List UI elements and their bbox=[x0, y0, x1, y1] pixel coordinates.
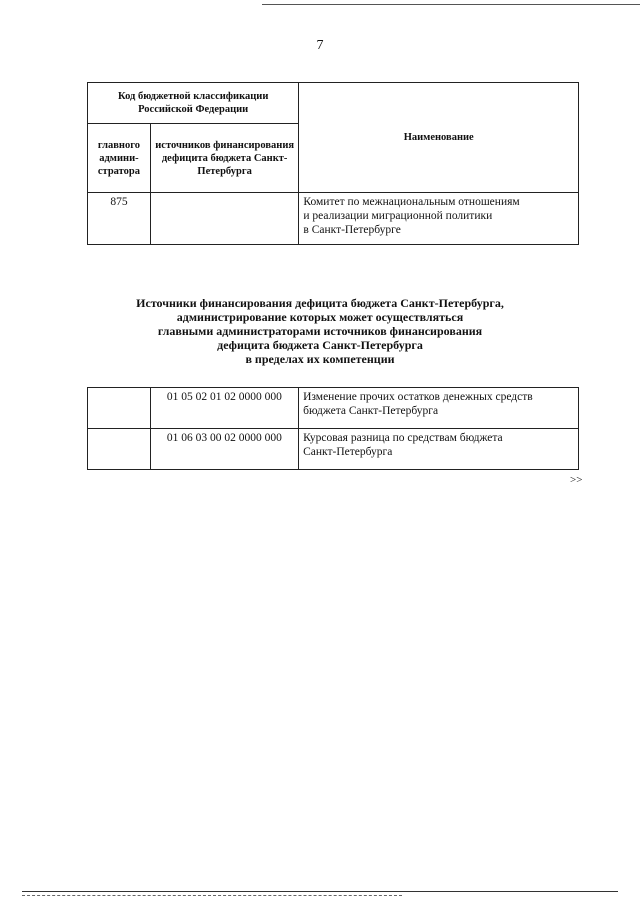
table-row bbox=[88, 193, 579, 245]
header-budget-classification: Код бюджетной классификации Российской Федерации bbox=[88, 83, 299, 124]
source-code-cell bbox=[150, 193, 299, 245]
name-line: и реализации миграционной политики bbox=[303, 210, 493, 222]
name-cell bbox=[299, 388, 579, 429]
section-title-line: дефицита бюджета Санкт-Петербурга bbox=[217, 338, 423, 352]
table-row bbox=[88, 429, 579, 470]
scan-edge-bottom-dashed bbox=[22, 895, 402, 896]
name-line: Комитет по межнациональным отношениям bbox=[303, 196, 520, 208]
header-financing-sources: источников финансирования дефицита бюджета Санкт-Петербурга bbox=[150, 124, 299, 193]
budget-code-table bbox=[87, 82, 579, 245]
section-title-line: главными администраторами источников финансирования bbox=[157, 324, 483, 338]
scan-edge-bottom bbox=[22, 891, 618, 892]
name-line: Изменение прочих остатков денежных средств bbox=[303, 391, 533, 403]
admin-code-cell: 875 bbox=[88, 193, 151, 245]
name-line: Курсовая разница по средствам бюджета bbox=[303, 432, 503, 444]
source-code-cell: 01 05 02 01 02 0000 000 bbox=[150, 388, 298, 429]
scan-edge-top bbox=[262, 4, 640, 5]
name-cell bbox=[299, 193, 579, 245]
financing-sources-table bbox=[87, 387, 579, 470]
source-code-cell: 01 06 03 00 02 0000 000 bbox=[150, 429, 298, 470]
name-cell bbox=[299, 429, 579, 470]
continuation-mark: >> bbox=[570, 474, 583, 486]
name-line: бюджета Санкт-Петербурга bbox=[303, 405, 439, 417]
header-name: Наименование bbox=[299, 83, 579, 193]
admin-code-cell bbox=[88, 429, 151, 470]
name-line: в Санкт-Петербурге bbox=[303, 224, 401, 236]
section-title-line: в пределах их компетенции bbox=[245, 352, 395, 366]
section-title-line: Источники финансирования дефицита бюджета Санкт-Петербурга, bbox=[136, 296, 504, 310]
page-number: 7 bbox=[316, 38, 324, 53]
header-chief-administrator: главного админи-стратора bbox=[88, 124, 151, 193]
name-line: Санкт-Петербурга bbox=[303, 446, 393, 458]
table-row bbox=[88, 388, 579, 429]
admin-code-cell bbox=[88, 388, 151, 429]
section-title bbox=[0, 296, 640, 366]
section-title-line: администрирование которых может осуществляться bbox=[176, 310, 464, 324]
